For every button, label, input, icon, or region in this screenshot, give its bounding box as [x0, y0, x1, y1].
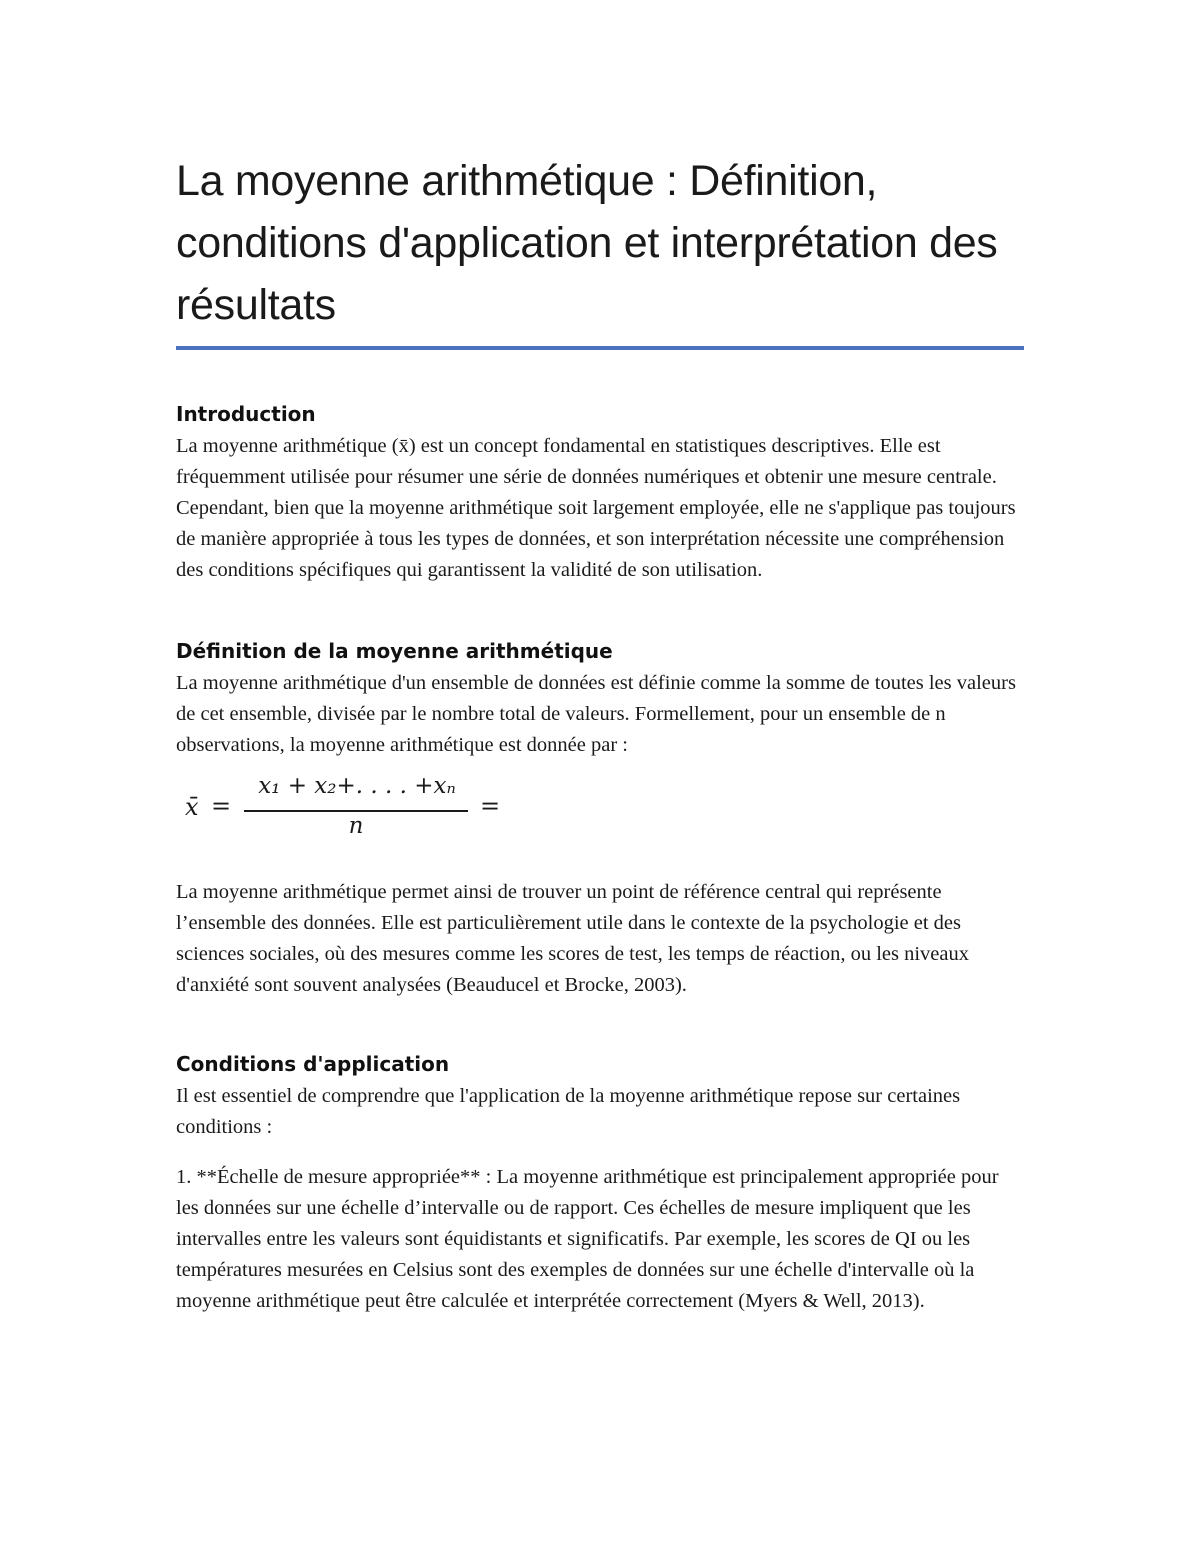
formula-fraction-bar	[244, 810, 468, 812]
introduction-section	[176, 400, 1024, 586]
formula-denominator: n	[348, 813, 364, 839]
document-body	[176, 150, 1024, 1317]
formula-equals: =	[211, 792, 232, 820]
formula-mean-symbol: x̄	[185, 793, 199, 821]
introduction-paragraph: La moyenne arithmétique (x̄) est un concept fondamental en statistiques descriptives. Elle est fréquemment utilisée pour résumer une série de données numériques et obtenir une mesure centrale. Cependant, bien que la moyenne arithmétique soit largement employée, elle ne s'applique pas toujours de manière appropriée à tous les types de données, et son interprétation nécessite une compréhension des conditions spécifiques qui garantissent la validité de son utilisation.	[176, 435, 1016, 581]
definition-heading: Définition de la moyenne arithmétique	[176, 639, 613, 663]
formula-numerator: x₁ + x₂+. . . . +xₙ	[258, 773, 456, 799]
mean-formula	[176, 773, 1024, 853]
formula-trailing-equals: =	[480, 792, 501, 820]
conditions-heading: Conditions d'application	[176, 1052, 450, 1076]
page-title: La moyenne arithmétique : Définition, conditions d'application et interprétation des résultats	[176, 157, 998, 329]
introduction-heading: Introduction	[176, 402, 316, 426]
title-underline	[176, 346, 1024, 350]
conditions-paragraph: Il est essentiel de comprendre que l'application de la moyenne arithmétique repose sur certaines conditions :	[176, 1085, 961, 1138]
definition-paragraph-after: La moyenne arithmétique permet ainsi de trouver un point de référence central qui représente l’ensemble des données. Elle est particulièrement utile dans le contexte de la psychologie et des sciences sociales, où des mesures comme les scores de test, les temps de réaction, ou les niveaux d'anxiété sont souvent analysées (Beauducel et Brocke, 2003).	[176, 881, 969, 996]
conditions-section	[176, 1050, 1024, 1317]
conditions-list-item: 1. **Échelle de mesure appropriée** : La moyenne arithmétique est principalement appropriée pour les données sur une échelle d’intervalle ou de rapport. Ces échelles de mesure impliquent que les intervalles entre les valeurs sont équidistants et significatifs. Par exemple, les scores de QI ou les températures mesurées en Celsius sont des exemples de données sur une échelle d'intervalle où la moyenne arithmétique peut être calculée et interprétée correctement (Myers & Well, 2013).	[176, 1166, 999, 1312]
definition-paragraph: La moyenne arithmétique d'un ensemble de données est définie comme la somme de toutes les valeurs de cet ensemble, divisée par le nombre total de valeurs. Formellement, pour un ensemble de n observations, la moyenne arithmétique est donnée par :	[176, 672, 1016, 756]
definition-section	[176, 637, 1024, 1001]
